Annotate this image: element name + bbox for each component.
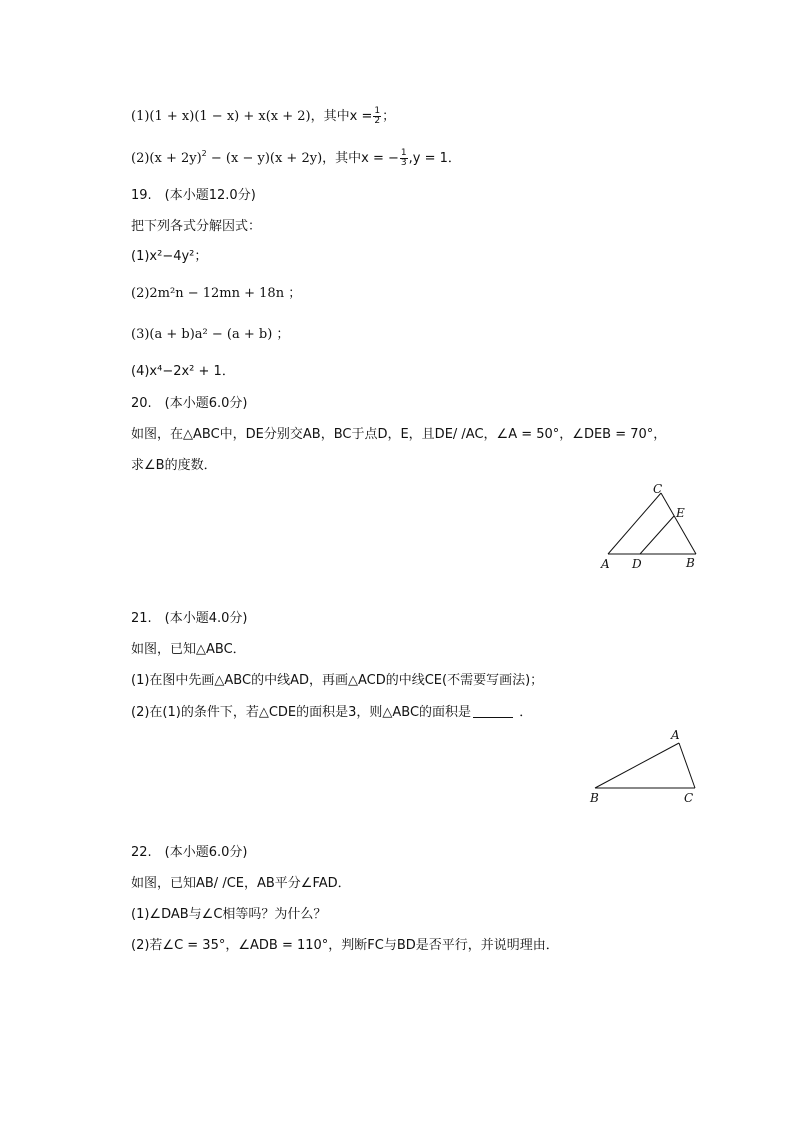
q19-part3: (3)(a + b)a² − (a + b) ； <box>131 327 290 342</box>
q18-part1-end: ； <box>382 109 396 124</box>
q19-intro: 把下列各式分解因式： <box>131 219 262 234</box>
q18-part2-expr-a: (2)(x + 2y) <box>131 151 202 166</box>
q21-triangle-figure <box>582 722 707 810</box>
q18-part1-fraction <box>373 107 381 126</box>
segment-cb <box>661 493 696 554</box>
q18-part2-expr-b: − (x − y)(x + 2y) <box>206 151 323 166</box>
label-b: B <box>686 556 695 570</box>
label-a: A <box>671 728 680 742</box>
label-c: C <box>684 791 694 805</box>
q21-heading: 21. (本小题4.0分) <box>131 611 248 626</box>
fraction-numerator: 1 <box>400 148 407 158</box>
fraction-denominator: 2 <box>374 116 381 126</box>
q18-part2-sup: 2 <box>201 149 207 158</box>
q19-part1: (1)x²−4y²； <box>131 249 208 264</box>
q21-part1: (1)在图中先画△ABC的中线AD，再画△ACD的中线CE(不需要写画法)； <box>131 673 544 688</box>
label-d: D <box>632 557 642 571</box>
q19-heading: 19. (本小题12.0分) <box>131 188 256 203</box>
q21-part2-end: ． <box>515 705 533 720</box>
fraction-numerator: 1 <box>374 106 381 116</box>
q20-text-line2: 求∠B的度数． <box>131 458 217 473</box>
q18-part2-fraction <box>400 149 408 168</box>
q18-part1-text: ，其中x = <box>310 109 373 124</box>
fraction-denominator: 3 <box>400 158 407 168</box>
label-e: E <box>676 506 685 520</box>
q18-part2 <box>131 149 461 168</box>
q21-part2 <box>131 704 532 722</box>
q18-part1 <box>131 107 395 126</box>
q22-part2: (2)若∠C = 35°，∠ADB = 110°，判断FC与BD是否平行，并说明理由． <box>131 938 559 953</box>
label-a: A <box>601 557 610 571</box>
q18-part2-end: ,y = 1． <box>408 151 461 166</box>
q22-intro: 如图，已知AB/ /CE，AB平分∠FAD． <box>131 876 351 891</box>
q20-triangle-figure <box>590 478 710 573</box>
label-b: B <box>590 791 599 805</box>
segment-ba <box>595 743 679 788</box>
segment-de <box>640 516 674 554</box>
segment-ac <box>608 493 661 554</box>
answer-blank <box>473 705 513 718</box>
q19-part4: (4)x⁴−2x² + 1． <box>131 364 235 379</box>
q20-heading: 20. (本小题6.0分) <box>131 396 248 411</box>
q21-intro: 如图，已知△ABC． <box>131 642 246 657</box>
q18-part1-expr: (1)(1 + x)(1 − x) + x(x + 2) <box>131 109 311 124</box>
q18-part2-text: ，其中x = − <box>322 151 399 166</box>
q21-part2-text: (2)在(1)的条件下，若△CDE的面积是3，则△ABC的面积是 <box>131 705 472 720</box>
label-c: C <box>653 482 663 496</box>
q19-part2: (2)2m²n − 12mn + 18n ； <box>131 286 302 301</box>
q22-heading: 22. (本小题6.0分) <box>131 845 248 860</box>
q22-part1: (1)∠DAB与∠C相等吗？为什么？ <box>131 907 327 922</box>
segment-ac <box>679 743 695 788</box>
q20-text-line1: 如图，在△ABC中，DE分别交AB，BC于点D，E，且DE/ /AC，∠A = 50°，∠DEB = 70°， <box>131 427 667 442</box>
